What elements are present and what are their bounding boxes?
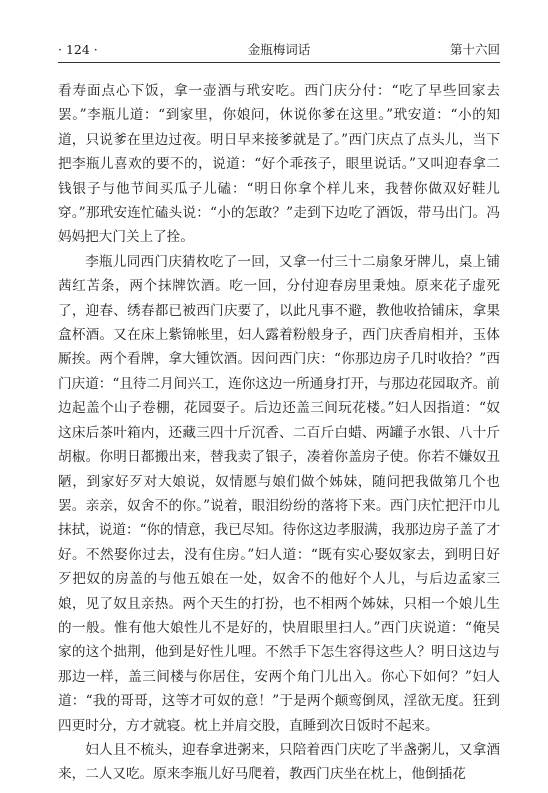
running-header (58, 40, 500, 60)
chapter-title: 第十六回 (449, 42, 500, 57)
book-page (58, 40, 500, 787)
header-rule (58, 62, 500, 63)
paragraph: 李瓶儿同西门庆猜枚吃了一回，又拿一付三十二扇象牙牌儿，桌上铺茜红苫条，两个抹牌饮酒。吃一回，分付迎春房里秉烛。原来花子虚死了，迎春、绣春都已被西门庆要了，以此凡事不避，教他收拾铺床，拿果盒杯酒。又在床上紫锦帐里，妇人露着粉般身子，西门庆香肩相并，玉体厮挨。两个看牌，拿大锺饮酒。因问西门庆：“你那边房子几时收拾？”西门庆道：“且待二月间兴工，连你这边一所通身打开，与那边花园取齐。前边起盖个山子卷棚，花园耍子。后边还盖三间玩花楼。”妇人因指道：“奴这床后茶叶箱内，还藏三四十斤沉香、二百斤白蜡、两罐子水银、八十斤胡椒。你明日都搬出来，替我卖了银子，凑着你盖房子使。你若不嫌奴丑陋，到家好歹对大娘说，奴情愿与娘们做个姊妹，随问把我做第几个也罢。亲亲，奴舍不的你。”说着，眼泪纷纷的落将下来。西门庆忙把汗巾儿抹拭，说道：“你的情意，我已尽知。待你这边孝服满，我那边房子盖了才好。不然娶你过去，没有住房。”妇人道：“既有实心娶奴家去，到明日好歹把奴的房盖的与他五娘在一处，奴舍不的他好个人儿，与后边孟家三娘，见了奴且亲热。两个天生的打扮，也不相两个姊妹，只相一个娘儿生的一般。惟有他大娘性儿不是好的，快眉眼里扫人。”西门庆说道：“俺吴家的这个拙荆，他到是好性儿哩。不然手下怎生容得这些人？明日这边与那边一样，盖三间楼与你居住，安两个角门儿出入。你心下如何？”妇人道：“我的哥哥，这等才可奴的意！”于是两个颠鸾倒凤，淫欲无度。狂到四更时分，方才就寝。枕上并肩交股，直睡到次日饭时不起来。 (58, 253, 500, 734)
body-text (58, 79, 500, 787)
book-title: 金瓶梅词话 (247, 42, 311, 57)
page-number: · 124 · (58, 42, 98, 57)
paragraph-continued: 看寿面点心下饭，拿一壶酒与玳安吃。西门庆分付：“吃了早些回家去罢。”李瓶儿道：“到家里，你娘问，休说你爹在这里。”玳安道：“小的知道，只说爹在里边过夜。明日早来接爹就是了。”西门庆点了点头儿，当下把李瓶儿喜欢的要不的，说道：“好个乖孩子，眼里说话。”又叫迎春拿二钱银子与他节间买瓜子儿磕：“明日你拿个样儿来，我替你做双好鞋儿穿。”那玳安连忙磕头说：“小的怎敢？”走到下边吃了酒饭，带马出门。冯妈妈把大门关上了拴。 (58, 83, 500, 246)
paragraph: 妇人且不梳头，迎春拿进粥来，只陪着西门庆吃了半盏粥儿，又拿酒来，二人又吃。原来李瓶儿好马爬着，教西门庆坐在枕上，他倒插花 (58, 741, 500, 783)
